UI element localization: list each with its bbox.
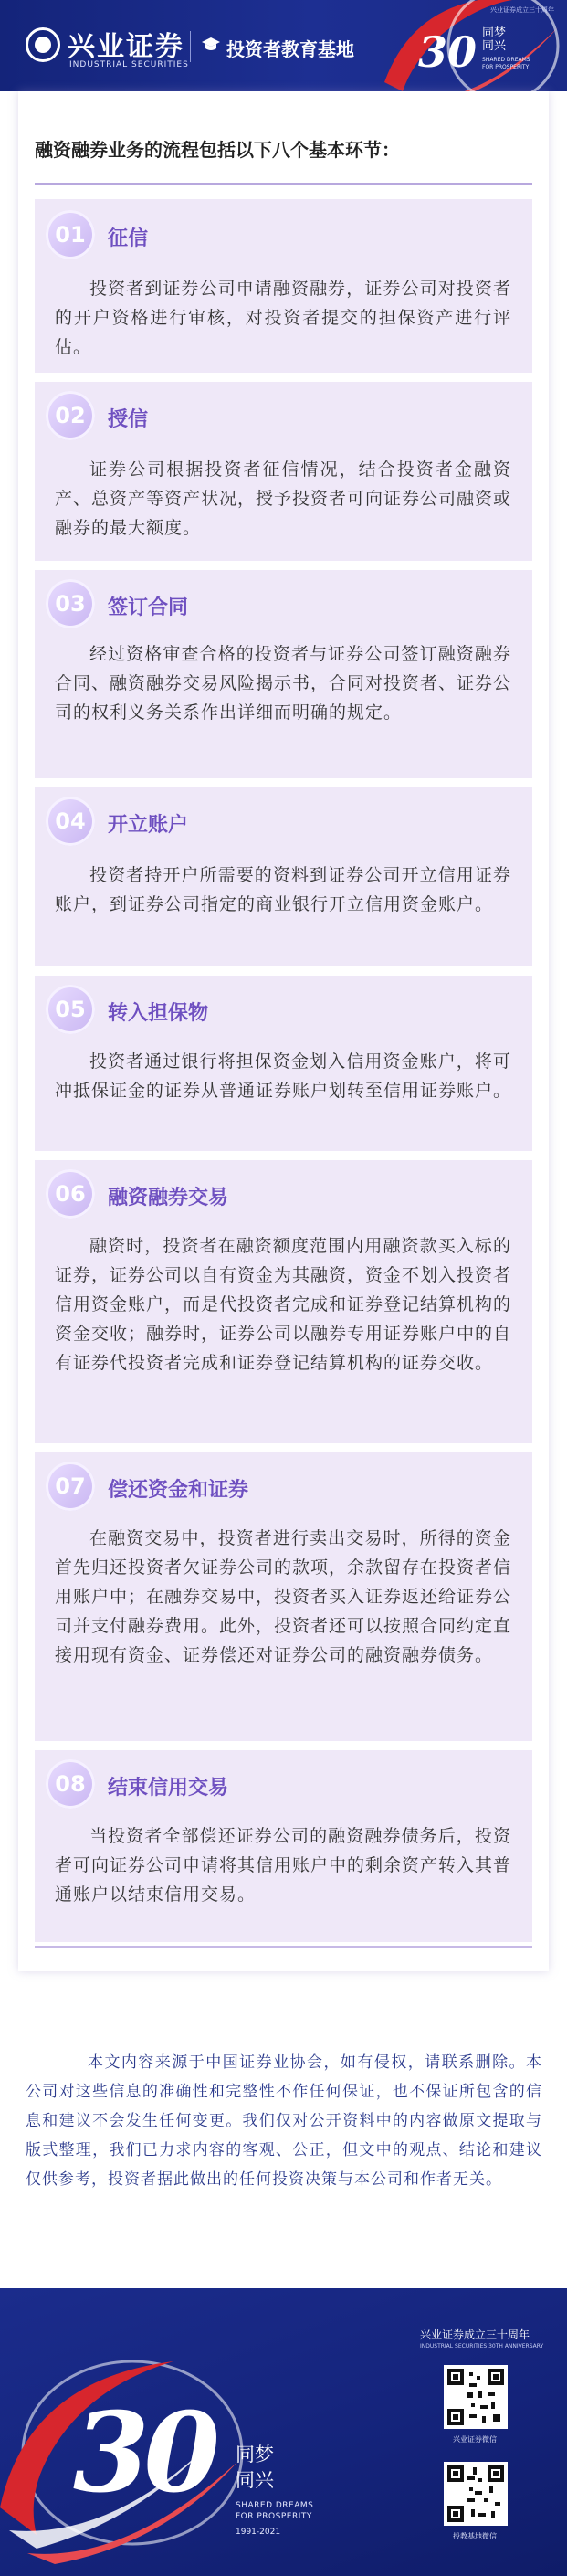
graduation-cap-icon [201, 37, 221, 53]
section-06 [35, 1160, 532, 1443]
qr-code-edu[interactable] [444, 2462, 508, 2526]
anniversary-years: 1991-2021 [236, 2528, 281, 2537]
section-number-badge: 07 [46, 1462, 95, 1511]
qr-code-icon [447, 2465, 504, 2522]
slogan-en: SHARED DREAMS FOR PROSPERITY [236, 2501, 314, 2521]
section-title: 转入担保物 [108, 1002, 209, 1025]
brand-name: 兴业证券 [68, 31, 184, 63]
section-07 [35, 1452, 532, 1741]
header-banner [0, 0, 567, 91]
section-title: 偿还资金和证券 [108, 1479, 249, 1502]
slogan-en: SHARED DREAMS FOR PROSPERITY [482, 57, 530, 70]
slogan-cn: 同梦 同兴 [236, 2444, 274, 2491]
section-03 [35, 570, 532, 778]
section-body: 证券公司根据投资者征信情况，结合投资者金融资产、总资产等资产状况，授予投资者可向证券公司融资或融券的最大额度。 [55, 459, 512, 538]
footer-banner [0, 2288, 567, 2576]
brand-name-en: INDUSTRIAL SECURITIES [69, 60, 189, 69]
edu-base-title: 投资者教育基地 [226, 38, 354, 60]
section-08 [35, 1750, 532, 1942]
section-body: 当投资者全部偿还证券公司的融资融券债务后，投资者可向证券公司申请将其信用账户中的剩余资产转入其普通账户以结束信用交易。 [55, 1826, 512, 1905]
intro-heading: 融资融券业务的流程包括以下八个基本环节： [35, 139, 400, 161]
brand-logo-icon [26, 27, 60, 62]
intro-divider [35, 183, 532, 185]
section-title: 征信 [108, 227, 149, 250]
section-number-badge: 04 [46, 797, 95, 846]
section-02 [35, 382, 532, 561]
section-title: 授信 [108, 408, 149, 431]
section-body: 投资者通过银行将担保资金划入信用资金账户，将可冲抵保证金的证券从普通证券账户划转至信用证券账户。 [55, 1051, 512, 1101]
section-01 [35, 199, 532, 373]
anniversary-tag: 兴业证券成立三十周年 [490, 6, 554, 14]
qr-code-icon [447, 2369, 504, 2425]
qr-label-wechat: 兴业证券微信 [453, 2435, 497, 2444]
section-title: 开立账户 [108, 814, 189, 837]
section-number-badge: 08 [46, 1759, 95, 1809]
section-number-badge: 03 [46, 579, 95, 628]
section-04 [35, 787, 532, 966]
section-number-badge: 01 [46, 210, 95, 259]
qr-code-wechat[interactable] [444, 2365, 508, 2429]
anniversary-number: 30 [418, 27, 478, 77]
slogan-cn: 同梦 同兴 [482, 26, 507, 53]
section-title: 融资融券交易 [108, 1187, 229, 1209]
section-body: 融资时，投资者在融资额度范围内用融资款买入标的证券，证券公司以自有资金为其融资，资金不划入投资者信用资金账户，而是代投资者完成和证券登记结算机构的资金交收；融券时，证券公司以融券专用证券账户中的自有证券代投资者完成和证券登记结算机构的证券交收。 [55, 1236, 512, 1373]
section-body: 经过资格审查合格的投资者与证券公司签订融资融券合同、融资融券交易风险揭示书，合同对投资者、证券公司的权利义务关系作出详细而明确的规定。 [55, 644, 512, 723]
section-05 [35, 976, 532, 1151]
disclaimer-text: 本文内容来源于中国证券业协会，如有侵权，请联系删除。本公司对这些信息的准确性和完整性不作任何保证，也不保证所包含的信息和建议不会发生任何变更。我们仅对公开资料中的内容做原文提取与版式整理，我们已力求内容的客观、公正，但文中的观点、结论和建议仅供参考，投资者据此做出的任何投资决策与本公司和作者无关。 [26, 2053, 542, 2189]
header-divider [190, 31, 191, 62]
section-title: 签订合同 [108, 596, 189, 619]
anniversary-title-en: INDUSTRIAL SECURITIES 30TH ANNIVERSARY [420, 2343, 544, 2349]
section-body: 投资者持开户所需要的资料到证券公司开立信用证券账户，到证券公司指定的商业银行开立信用资金账户。 [55, 865, 511, 914]
anniversary-number: 30 [73, 2389, 215, 2518]
section-title: 结束信用交易 [108, 1777, 229, 1800]
qr-label-edu: 投教基地微信 [453, 2532, 497, 2540]
content-bottom-divider [35, 1946, 532, 1948]
section-number-badge: 05 [46, 985, 95, 1034]
section-body: 投资者到证券公司申请融资融券，证券公司对投资者的开户资格进行审核，对投资者提交的担保资产进行评估。 [55, 279, 511, 357]
section-number-badge: 02 [46, 391, 95, 440]
section-number-badge: 06 [46, 1169, 95, 1219]
section-body: 在融资交易中，投资者进行卖出交易时，所得的资金首先归还投资者欠证券公司的款项，余款留存在投资者信用账户中；在融券交易中，投资者买入证券返还给证券公司并支付融券费用。此外，投资者还可以按照合同约定直接用现有资金、证券偿还对证券公司的融资融券债务。 [55, 1528, 512, 1665]
anniversary-title: 兴业证券成立三十周年 [420, 2328, 530, 2341]
